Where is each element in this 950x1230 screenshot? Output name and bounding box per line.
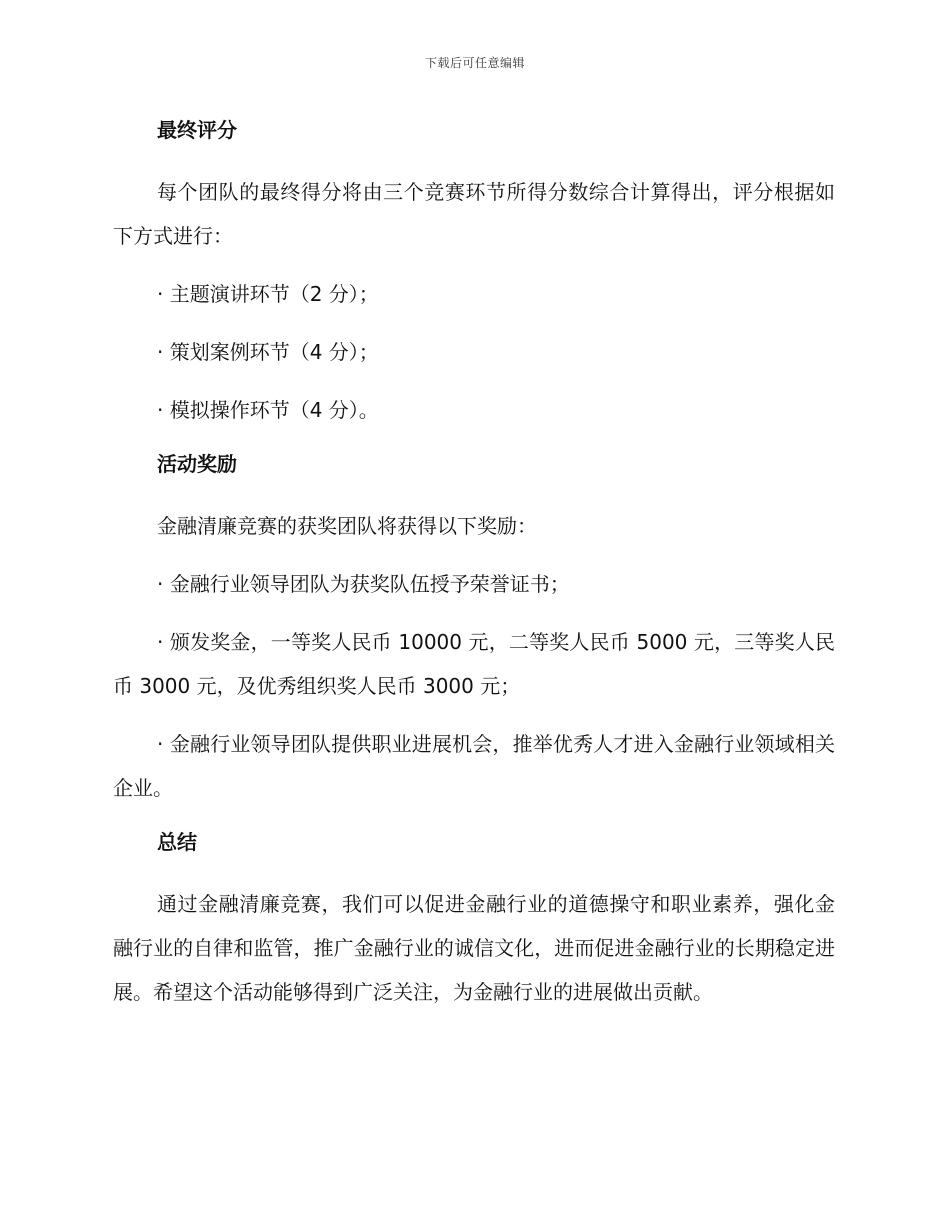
bullet-item: · 金融行业领导团队提供职业进展机会，推举优秀人才进入金融行业领域相关企业。: [113, 732, 835, 800]
section-heading: 总结: [157, 830, 197, 854]
document-body: [113, 112, 835, 1028]
section-heading: 最终评分: [157, 118, 237, 142]
bullet-item: · 颁发奖金，一等奖人民币 10000 元，二等奖人民币 5000 元，三等奖人民币 3000 元，及优秀组织奖人民币 3000 元；: [113, 630, 835, 698]
section-final-scoring: [113, 112, 835, 432]
page-header-note: 下载后可任意编辑: [424, 56, 525, 70]
bullet-item: · 策划案例环节（4 分）；: [157, 340, 379, 364]
section-heading: 活动奖励: [157, 452, 237, 476]
bullet-item: · 模拟操作环节（4 分）。: [157, 398, 379, 422]
section-awards: [113, 446, 835, 810]
paragraph: 每个团队的最终得分将由三个竞赛环节所得分数综合计算得出，评分根据如下方式进行：: [113, 180, 835, 248]
bullet-item: · 主题演讲环节（2 分）；: [157, 282, 379, 306]
paragraph: 金融清廉竞赛的获奖团队将获得以下奖励：: [157, 514, 537, 538]
section-summary: [113, 824, 835, 1014]
bullet-item: · 金融行业领导团队为获奖队伍授予荣誉证书；: [157, 572, 570, 596]
paragraph: 通过金融清廉竞赛，我们可以促进金融行业的道德操守和职业素养，强化金融行业的自律和监管，推广金融行业的诚信文化，进而促进金融行业的长期稳定进展。希望这个活动能够得到广泛关注，为金融行业的进展做出贡献。: [113, 892, 835, 1004]
